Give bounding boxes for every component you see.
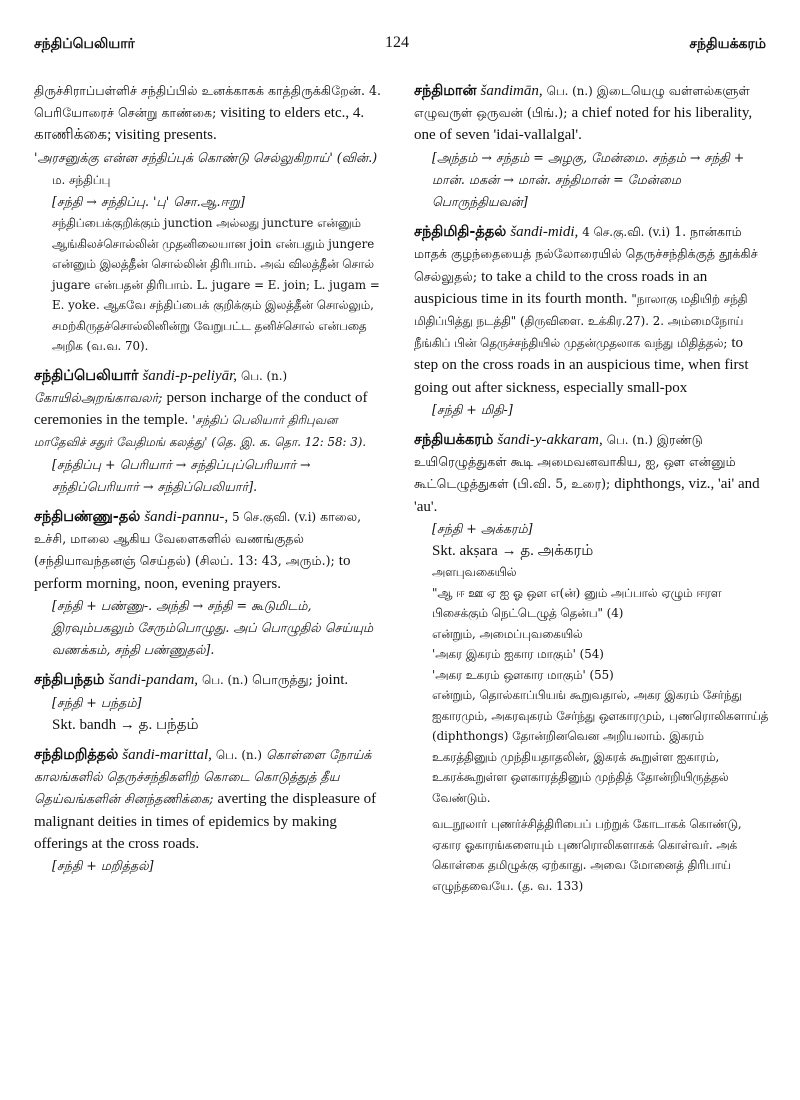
cont-cognate: ம. சந்திப்பு: [52, 172, 111, 187]
header-right-guideword: சந்தியக்கரம்: [689, 36, 766, 52]
etymology: [சந்திப்பு + பெரியார் → சந்திப்புப்பெரியார் → சந்திப்பெரியார் → சந்திப்பெலியார்].: [52, 456, 311, 494]
entry-sandipeliyar: சந்திப்பெலியார் šandi-p-peliyār, பெ. (n.) கோயில்அறங்காவலர்; person incharge of the conduct of ceremonies in the temple. 'சந்திப் பெலியார் திரிபுவன மாதேவிச் சதுர் வேதிமங் கலத்து' (தெ. இ. க. தொ. 12: 58: 3). [சந்திப்பு + பெரியார் → சந்திப்புப்பெரியார் → சந்திப்பெரியார் → சந்திப்பெலியார்].: [34, 365, 384, 498]
entry-continuation: [34, 80, 384, 357]
headword: சந்திபண்ணு-தல்: [34, 508, 141, 525]
note-line: என்றும், அமைப்புவகையில்: [432, 626, 583, 641]
transliteration: šandi-p-peliyār,: [142, 367, 238, 384]
header-left-guideword: சந்திப்பெலியார்: [34, 36, 135, 52]
headword: சந்திமிதி-த்தல்: [414, 224, 507, 241]
cont-text: திருச்சிராப்பள்ளிச் சந்திப்பில் உனக்காகக் காத்திருக்கிறேன். 4. பெரியோரைச் சென்று காண்கை; visiting to elders etc., 4. காணிக்கை; visiting presents.: [34, 83, 381, 144]
entry-sandimidi: சந்திமிதி-த்தல் šandi-midi, 4 செ.கு.வி. (v.i) 1. நான்காம் மாதக் குழந்தையைத் நல்லோரையில் தெருச்சந்திக்குத் தூக்கிச் செல்லுதல்; to take a child to the cross roads in an auspicious time in its fourth month. "நாலாகு மதியிற் சந்தி மிதிப்பித்து நடத்தி" (திருவிளை. உக்கிர.27). 2. அம்மைநோய் நீங்கிப் பின் தெருச்சந்தியில் முதன்முதலாக வந்து மிதித்தல்; to step on the cross roads in an auspicious time, when first going out after sickness, especially small-pox [சந்தி + மிதி-]: [414, 221, 769, 421]
entry-sandimarittal: சந்திமறித்தல் šandi-marittal, பெ. (n.) கொள்ளை நோய்க் காலங்களில் தெருச்சந்திகளிற் கொடை கொடுத்துத் தீய தெய்வங்களின் சினந்தணிக்கை; averting the displeasure of malignant deities in times of epidemics by making offerings at the cross roads. [சந்தி + மறித்தல்]: [34, 744, 384, 877]
etymology: [சந்தி + பந்தம்]: [52, 694, 142, 710]
cont-etymology: [சந்தி → சந்திப்பு. 'பு' சொ.ஆ.ஈறு]: [52, 194, 245, 210]
headword: சந்திபந்தம்: [34, 672, 105, 689]
headword: சந்திப்பெலியார்: [34, 367, 139, 384]
right-column: [414, 80, 769, 904]
entry-sandipandam: சந்திபந்தம் šandi-pandam, பெ. (n.) பொருத்து; joint. [சந்தி + பந்தம்] Skt. bandh → த. பந்தம்: [34, 669, 384, 736]
etymology: [சந்தி + மிதி-]: [432, 401, 513, 417]
headword: சந்தியக்கரம்: [414, 432, 494, 449]
note-quote: 'அகர இகரம் ஐகார மாகும்' (54): [432, 647, 604, 662]
note-quote: 'அகர உகரம் ஔகார மாகும்' (55): [432, 667, 614, 682]
page-number: 124: [385, 34, 409, 51]
etymology: [அந்தம் → சந்தம் = அழகு, மேன்மை. சந்தம் → சந்தி + மான். மகன் → மான். சந்திமான் = மேன்மை பொருந்தியவன்]: [432, 149, 745, 210]
note-paragraph: வடநூலார் புணர்ச்சித்திரிபைப் பற்றுக் கோடாகக் கொண்டு, ஏகார ஓகாரங்களையும் புணரொலிகளாகக் கொள்வர். அக் கொள்கை தமிழுக்கு ஏற்காது. அவை மோனைத் திரிபாய் எழுந்தவையே. (த. வ. 133): [432, 817, 742, 893]
etymology: [சந்தி + அக்கரம்]: [432, 520, 533, 536]
entry-sandiyakkaram: சந்தியக்கரம் šandi-y-akkaram, பெ. (n.) இரண்டு உயிரெழுத்துகள் கூடி அமைவனவாகிய, ஐ, ஔ என்னும் கூட்டெழுத்துகள் (பி.வி. 5, உரை); diphthongs, viz., 'ai' and 'au'. [சந்தி + அக்கரம்] Skt. akṣara → த. அக்கரம் அளபுவகையில் "ஆ ஈ ஊ ஏ ஐ ஓ ஔ எ(ன்) னும் அப்பால் ஏழும் ஈரள பிசைக்கும் நெட்டெழுத் தென்ப" (4) என்றும், அமைப்புவகையில் 'அகர இகரம் ஐகார மாகும்' (54) 'அகர உகரம் ஔகார மாகும்' (55) என்றும், தொல்காப்பியங் கூறுவதால், அகர இகரம் சேர்ந்து ஐகாரமும், அகரவுகரம் சேர்ந்து ஔகாரமும், புணரொலிகளாய்த் (diphthongs) தோன்றினவென அறியலாம். இகரம் உகரத்தினும் முந்தியதாதலின், இகரக் கூறுள்ள ஐகாரம், உகரக்கூறுள்ள ஔகாரத்தினும் முந்தித் தோன்றியிருத்தல் வேண்டும். வடநூலார் புணர்ச்சித்திரிபைப் பற்றுக் கோடாகக் கொண்டு, ஏகார ஓகாரங்களையும் புணரொலிகளாகக் கொள்வர். அக் கொள்கை தமிழுக்கு ஏற்காது. அவை மோனைத் திரிபாய் எழுந்தவையே. (த. வ. 133): [414, 429, 769, 896]
entry-sandiman: சந்திமான் šandimān, பெ. (n.) இடையெழு வள்ளல்களுள் எழுவருள் ஒருவன் (பிங்.); a chief noted for his liberality, one of seven 'idai-vallalgal'. [அந்தம் → சந்தம் = அழகு, மேன்மை. சந்தம் → சந்தி + மான். மகன் → மான். சந்திமான் = மேன்மை பொருந்தியவன்]: [414, 80, 769, 213]
headword: சந்திமான்: [414, 83, 477, 99]
left-column: [34, 80, 384, 885]
entry-sandipannu: சந்திபண்ணு-தல் šandi-pannu-, 5 செ.குவி. (v.i) காலை, உச்சி, மாலை ஆகிய வேளைகளில் வணங்குதல் (சந்தியாவந்தனஞ் செய்தல்) (சிலப். 13: 43, அரும்.); to perform morning, noon, evening prayers. [சந்தி + பண்ணு-. அந்தி → சந்தி = கூடுமிடம், இரவும்பகலும் சேரும்பொழுது. அப் பொழுதில் செய்யும் வணக்கம், சந்தி பண்ணுதல்].: [34, 506, 384, 661]
headword: சந்திமறித்தல்: [34, 746, 119, 763]
etymology: [சந்தி + மறித்தல்]: [52, 857, 154, 873]
note-quote: "ஆ ஈ ஊ ஏ ஐ ஓ ஔ எ(ன்) னும் அப்பால் ஏழும் ஈரள பிசைக்கும் நெட்டெழுத் தென்ப" (4): [432, 585, 722, 621]
sanskrit-note: Skt. bandh → த. பந்தம்: [52, 716, 199, 733]
cont-quote: 'அரசனுக்கு என்ன சந்திப்புக் கொண்டு செல்லுகிறாய்' (வின்.): [34, 149, 378, 165]
etymology: [சந்தி + பண்ணு-. அந்தி → சந்தி = கூடுமிடம், இரவும்பகலும் சேரும்பொழுது. அப் பொழுதில் செய்யும் வணக்கம், சந்தி பண்ணுதல்].: [52, 597, 374, 658]
sanskrit-note: Skt. akṣara → த. அக்கரம்: [432, 543, 594, 560]
cont-note: சந்திப்பைக்குறிக்கும் junction அல்லது juncture என்னும் ஆங்கிலச்சொல்லின் முதனிலையான join என்பதும் jungere என்னும் இலத்தீன் சொல்லின் திரிபாம். அவ் விலத்தீன் சொல் jugare என்பதன் திரிபாம். L. jugare = E. join; L. jugam = E. yoke. ஆகவே சந்திப்பைக் குறிக்கும் இலத்தீன் சொல்லும், சமற்கிருதச்சொல்லினின்று வேறுபட்ட தனிச்சொல் என்பதை அறிக (வ.வ. 70).: [52, 216, 380, 354]
note-paragraph: என்றும், தொல்காப்பியங் கூறுவதால், அகர இகரம் சேர்ந்து ஐகாரமும், அகரவுகரம் சேர்ந்து ஔகாரமும், புணரொலிகளாய்த் (diphthongs) தோன்றினவென அறியலாம். இகரம் உகரத்தினும் முந்தியதாதலின், இகரக் கூறுள்ள ஐகாரம், உகரக்கூறுள்ள ஔகாரத்தினும் முந்தித் தோன்றியிருத்தல் வேண்டும்.: [432, 688, 769, 805]
note-line: அளபுவகையில்: [432, 565, 517, 580]
page-header: [0, 30, 800, 52]
